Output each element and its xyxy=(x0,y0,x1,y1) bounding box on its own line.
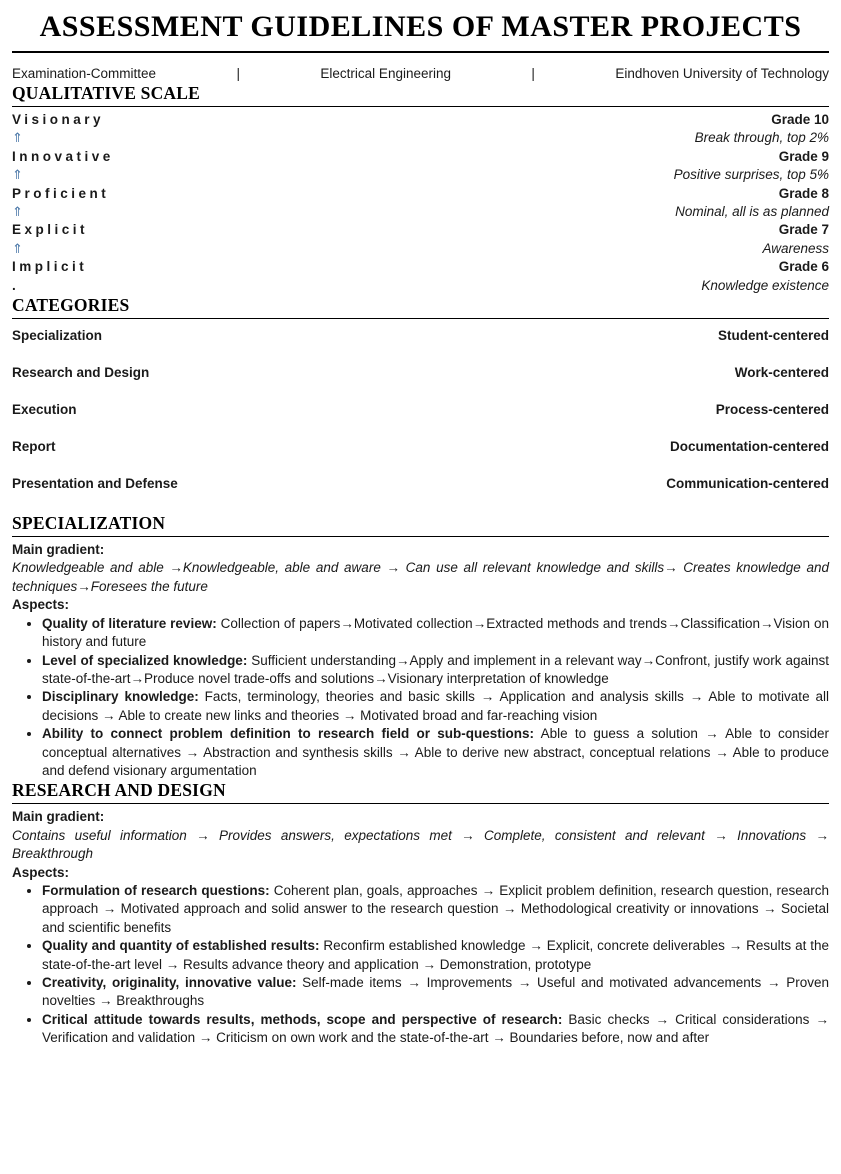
department-label: Electrical Engineering xyxy=(320,66,451,81)
main-gradient-label: Main gradient: xyxy=(12,542,105,558)
scale-level-label: Explicit xyxy=(12,222,89,238)
scale-level-label: Visionary xyxy=(12,112,105,127)
aspect-text: Collection of papers→Motivated collection→Extracted methods and trends→Classification→Vision on history and future xyxy=(42,615,829,650)
grade-label: Grade 7 xyxy=(778,222,829,238)
up-arrow-icon: ⇑ xyxy=(12,240,23,256)
grade-description: Awareness xyxy=(762,240,829,256)
up-arrow-icon: ⇑ xyxy=(12,167,23,183)
main-gradient-text: Contains useful information → Provides answers, expectations met → Complete, consistent and relevant → Innovations → Breakthrough xyxy=(12,827,829,862)
category-center: Communication-centered xyxy=(666,476,829,492)
scale-row xyxy=(12,185,829,203)
scale-level-label: Proficient xyxy=(12,185,110,201)
scale-row xyxy=(12,221,829,239)
category-name: Presentation and Defense xyxy=(12,476,178,492)
scale-row xyxy=(12,277,829,295)
aspect-label: Quality of literature review: xyxy=(42,615,217,631)
section-heading-specialization: SPECIALIZATION xyxy=(12,513,829,537)
scale-row xyxy=(12,111,829,129)
aspect-label: Ability to connect problem definition to research field or sub-questions: xyxy=(42,726,535,742)
scale-dot: . xyxy=(12,277,16,293)
aspect-item xyxy=(42,688,829,725)
aspect-item xyxy=(42,974,829,1011)
section-heading-categories: CATEGORIES xyxy=(12,295,829,319)
category-center: Student-centered xyxy=(717,328,829,344)
aspect-label: Critical attitude towards results, methods, scope and perspective of research: xyxy=(42,1011,563,1027)
aspect-item xyxy=(42,725,829,780)
category-name: Research and Design xyxy=(12,365,150,381)
aspect-text: Reconfirm established knowledge → Explicit, concrete deliverables → Results at the state-of-the-art level → Results advance theory and application → Demonstration, prototype xyxy=(42,938,829,972)
aspect-item xyxy=(42,652,829,689)
title-divider xyxy=(12,51,829,53)
grade-description: Knowledge existence xyxy=(701,277,829,293)
grade-label: Grade 8 xyxy=(778,185,829,201)
aspect-item xyxy=(42,882,829,937)
grade-description: Positive surprises, top 5% xyxy=(673,167,829,183)
aspects-list xyxy=(12,615,829,781)
scale-row xyxy=(12,129,829,147)
aspect-text: Able to guess a solution → Able to consider conceptual alternatives → Abstraction and synthesis skills → Able to derive new abstract, conceptual relations → Able to produce and defend visionary argumentation xyxy=(42,726,829,778)
section-heading-qualitative-scale: QUALITATIVE SCALE xyxy=(12,83,829,107)
category-row xyxy=(12,365,829,381)
grade-label: Grade 10 xyxy=(771,112,829,127)
category-row xyxy=(12,328,829,344)
category-center: Work-centered xyxy=(734,365,829,381)
separator-bar: | xyxy=(531,66,535,81)
main-gradient-label: Main gradient: xyxy=(12,809,105,825)
qualitative-scale xyxy=(12,111,829,295)
categories-list xyxy=(12,328,829,492)
aspect-label: Creativity, originality, innovative value: xyxy=(42,975,297,990)
aspects-label: Aspects: xyxy=(12,597,70,613)
scale-row xyxy=(12,148,829,166)
committee-label: Examination-Committee xyxy=(12,66,157,81)
page-title: ASSESSMENT GUIDELINES OF MASTER PROJECTS xyxy=(39,10,802,43)
category-row xyxy=(12,476,829,492)
scale-level-label: Implicit xyxy=(12,259,88,275)
aspects-label: Aspects: xyxy=(12,864,70,880)
category-name: Execution xyxy=(12,402,77,418)
aspect-text: Coherent plan, goals, approaches → Explicit problem definition, research question, research approach → Motivated approach and solid answer to the research question → Methodological creativity or innovations → Societal and scientific benefits xyxy=(42,882,829,935)
header-info-row xyxy=(12,65,829,83)
separator-bar: | xyxy=(236,66,240,81)
category-name: Specialization xyxy=(12,328,103,344)
scale-row xyxy=(12,203,829,221)
aspect-text: Self-made items → Improvements → Useful and motivated advancements → Proven novelties → Breakthroughs xyxy=(42,975,829,1009)
up-arrow-icon: ⇑ xyxy=(12,130,23,146)
scale-row xyxy=(12,166,829,184)
aspect-item xyxy=(42,1011,829,1048)
aspect-label: Level of specialized knowledge: xyxy=(42,652,248,668)
aspect-text: Facts, terminology, theories and basic skills → Application and analysis skills → Able to motivate all decisions → Able to create new links and theories → Motivated broad and far-reaching vision xyxy=(42,689,829,723)
category-row xyxy=(12,439,829,455)
aspects-list xyxy=(12,882,829,1048)
category-center: Process-centered xyxy=(715,402,829,418)
category-row xyxy=(12,402,829,418)
aspect-item xyxy=(42,615,829,652)
aspect-label: Formulation of research questions: xyxy=(42,882,270,898)
aspect-label: Disciplinary knowledge: xyxy=(42,689,199,705)
category-center: Documentation-centered xyxy=(669,439,829,455)
aspect-text: Sufficient understanding→Apply and implement in a relevant way→Confront, justify work against state-of-the-art→Produce novel trade-offs and solutions→Visionary interpretation of knowledge xyxy=(42,652,829,686)
university-label: Eindhoven University of Technology xyxy=(615,66,829,81)
grade-label: Grade 9 xyxy=(778,148,829,164)
scale-level-label: Innovative xyxy=(12,148,114,164)
grade-description: Break through, top 2% xyxy=(694,130,829,146)
main-gradient-text: Knowledgeable and able →Knowledgeable, able and aware → Can use all relevant knowledge and skills→ Creates knowledge and techniques→Foresees the future xyxy=(12,560,829,594)
section-heading-research-and-design: RESEARCH AND DESIGN xyxy=(12,780,829,804)
aspect-item xyxy=(42,937,829,974)
aspect-label: Quality and quantity of established results: xyxy=(42,938,320,954)
up-arrow-icon: ⇑ xyxy=(12,204,23,220)
scale-row xyxy=(12,258,829,276)
scale-row xyxy=(12,240,829,258)
grade-description: Nominal, all is as planned xyxy=(675,204,829,220)
grade-label: Grade 6 xyxy=(778,259,829,275)
aspect-text: Basic checks → Critical considerations → Verification and validation → Criticism on own work and the state-of-the-art → Boundaries before, now and after xyxy=(42,1011,829,1046)
category-name: Report xyxy=(12,439,56,455)
